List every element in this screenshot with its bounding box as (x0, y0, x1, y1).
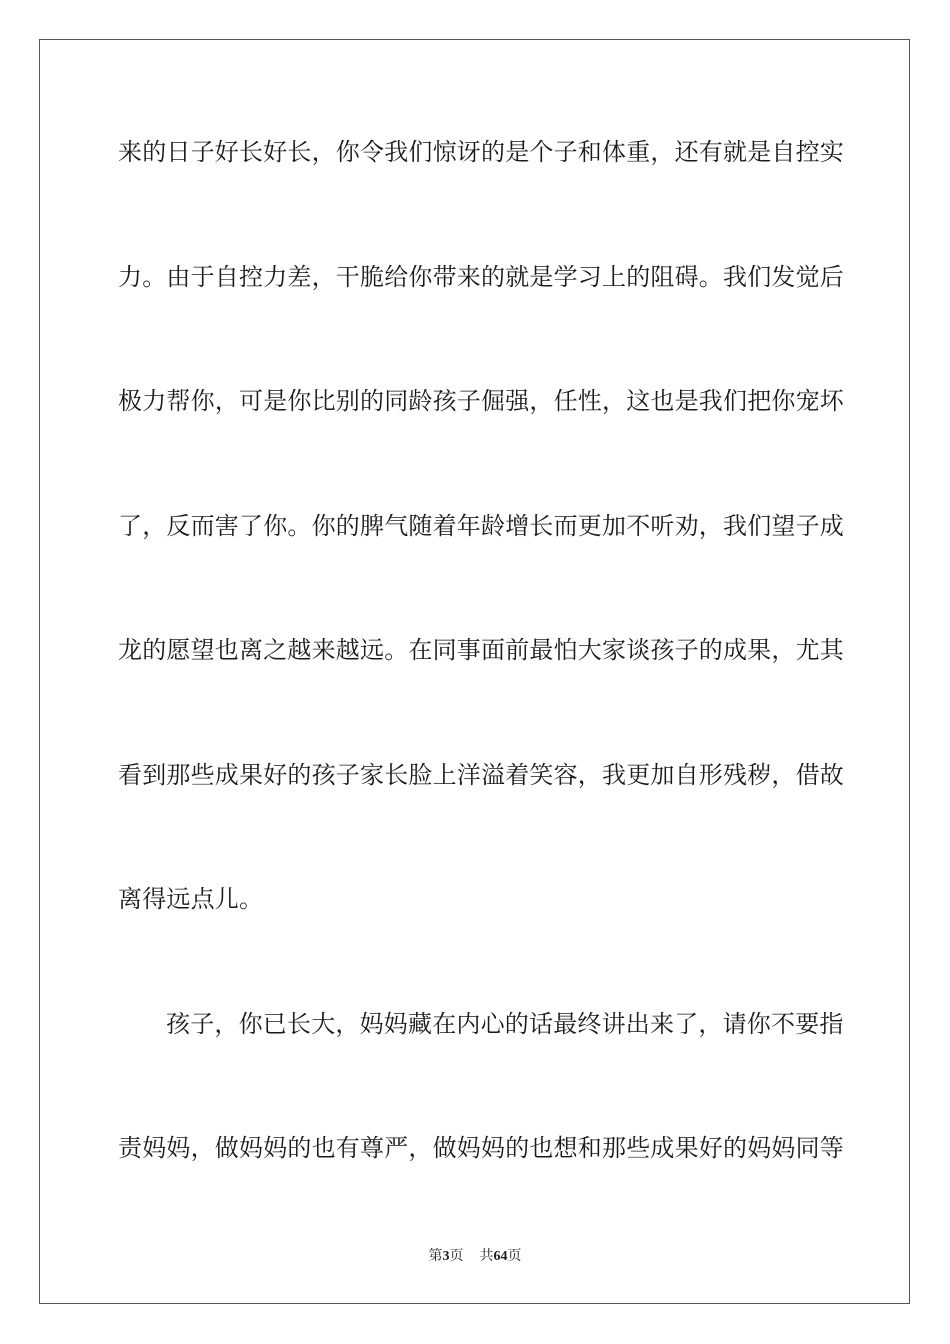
page-frame (39, 39, 910, 1304)
paragraph-line: 来的日子好长好长，你令我们惊讶的是个子和体重，还有就是自控实 (118, 138, 844, 166)
paragraph-line: 看到那些成果好的孩子家长脸上洋溢着笑容，我更加自形残秽，借故 (118, 761, 844, 789)
paragraph-line: 离得远点儿。 (118, 885, 264, 913)
page-suffix: 页 (449, 1248, 464, 1264)
paragraph-line-indented: 孩子，你已长大，妈妈藏在内心的话最终讲出来了，请你不要指 (166, 1010, 844, 1038)
total-suffix: 页 (507, 1248, 522, 1264)
page-prefix: 第 (428, 1248, 443, 1264)
paragraph-line: 极力帮你，可是你比别的同龄孩子倔强，任性，这也是我们把你宠坏 (118, 387, 844, 415)
total-pages: 64 (493, 1249, 508, 1264)
paragraph-line: 责妈妈，做妈妈的也有尊严，做妈妈的也想和那些成果好的妈妈同等 (118, 1134, 844, 1162)
paragraph-line: 力。由于自控力差，干脆给你带来的就是学习上的阻碍。我们发觉后 (118, 263, 844, 291)
paragraph-line: 了，反而害了你。你的脾气随着年龄增长而更加不听劝，我们望子成 (118, 512, 844, 540)
paragraph-line: 龙的愿望也离之越来越远。在同事面前最怕大家谈孩子的成果，尤其 (118, 636, 844, 664)
total-prefix: 共 (479, 1248, 494, 1264)
page-number: 3 (442, 1249, 450, 1264)
page-footer (0, 1247, 950, 1266)
